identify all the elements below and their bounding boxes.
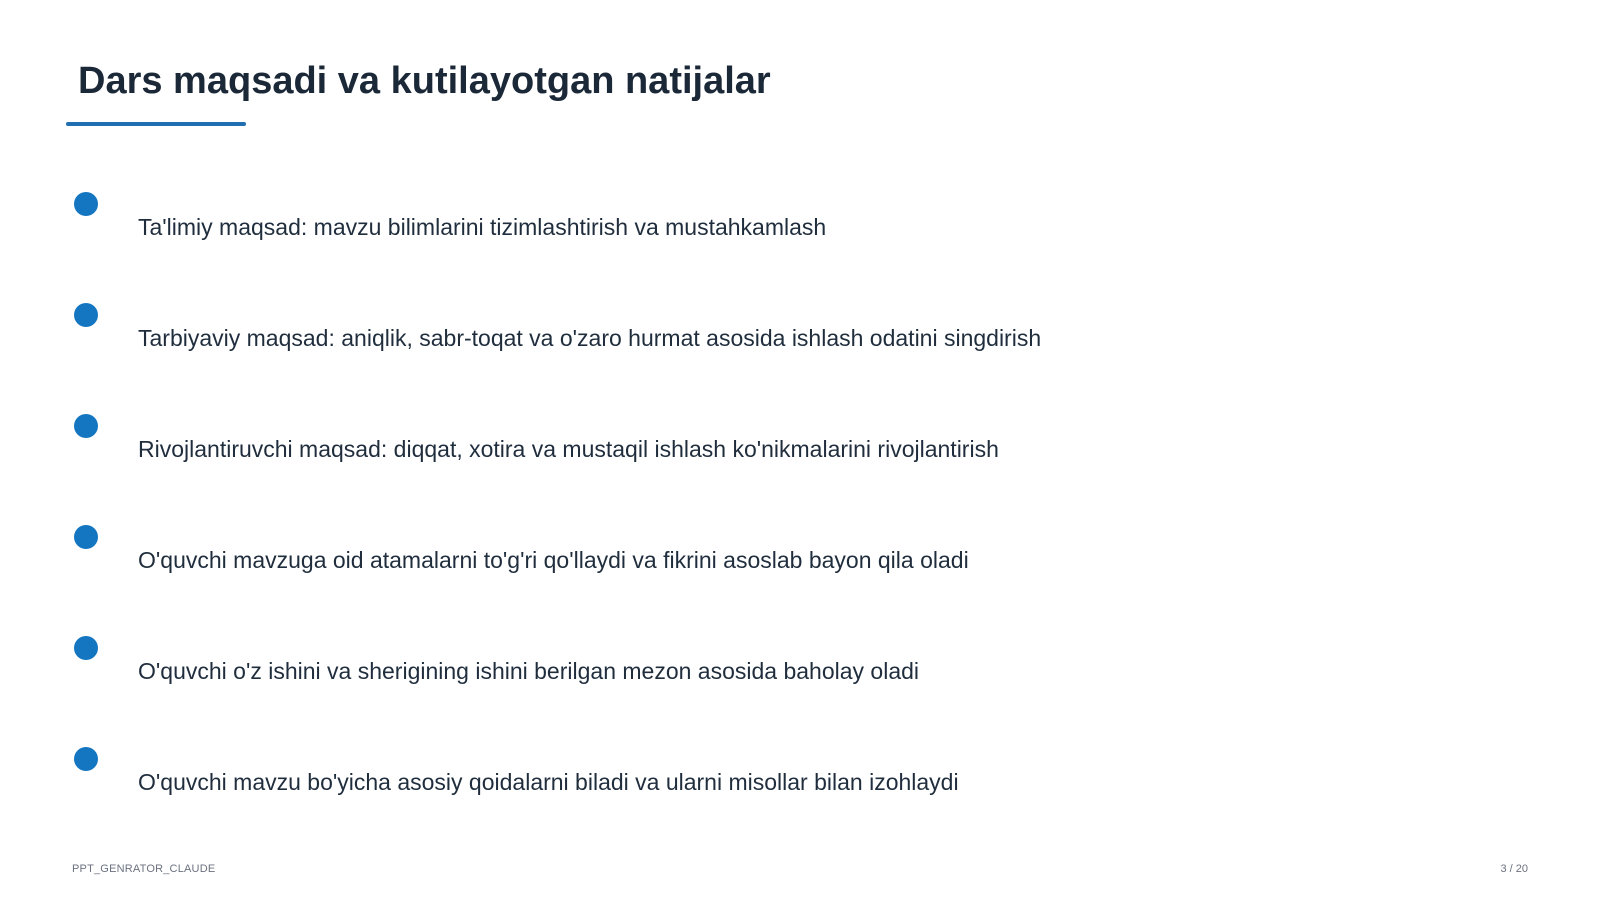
bullet-dot-icon [74,414,98,438]
list-item [0,636,1400,696]
bullet-dot-icon [74,525,98,549]
bullet-dot-icon [74,192,98,216]
bullet-dot-icon [74,303,98,327]
list-item-text: O'quvchi mavzuga oid atamalarni to'g'ri qo'llaydi va fikrini asoslab bayon qila oladi [138,547,969,573]
list-item-text: Ta'limiy maqsad: mavzu bilimlarini tizimlashtirish va mustahkamlash [138,214,827,240]
list-item [0,525,1400,585]
slide-title: Dars maqsadi va kutilayotgan natijalar [78,60,771,102]
list-item [0,414,1400,474]
list-item-text: Tarbiyaviy maqsad: aniqlik, sabr-toqat va o'zaro hurmat asosida ishlash odatini singdirish [138,325,1042,351]
list-item-text: O'quvchi mavzu bo'yicha asosiy qoidalarni biladi va ularni misollar bilan izohlaydi [138,769,959,795]
title-underline [66,122,246,126]
list-item [0,303,1400,363]
list-item-text: Rivojlantiruvchi maqsad: diqqat, xotira va mustaqil ishlash ko'nikmalarini rivojlantirish [138,436,999,462]
list-item-text: O'quvchi o'z ishini va sherigining ishini berilgan mezon asosida baholay oladi [138,658,920,684]
bullet-dot-icon [74,747,98,771]
bullet-dot-icon [74,636,98,660]
footer-generator-label: PPT_GENRATOR_CLAUDE [72,863,216,875]
page-indicator: 3 / 20 [1500,863,1528,875]
list-item [0,747,1400,807]
list-item [0,192,1400,252]
